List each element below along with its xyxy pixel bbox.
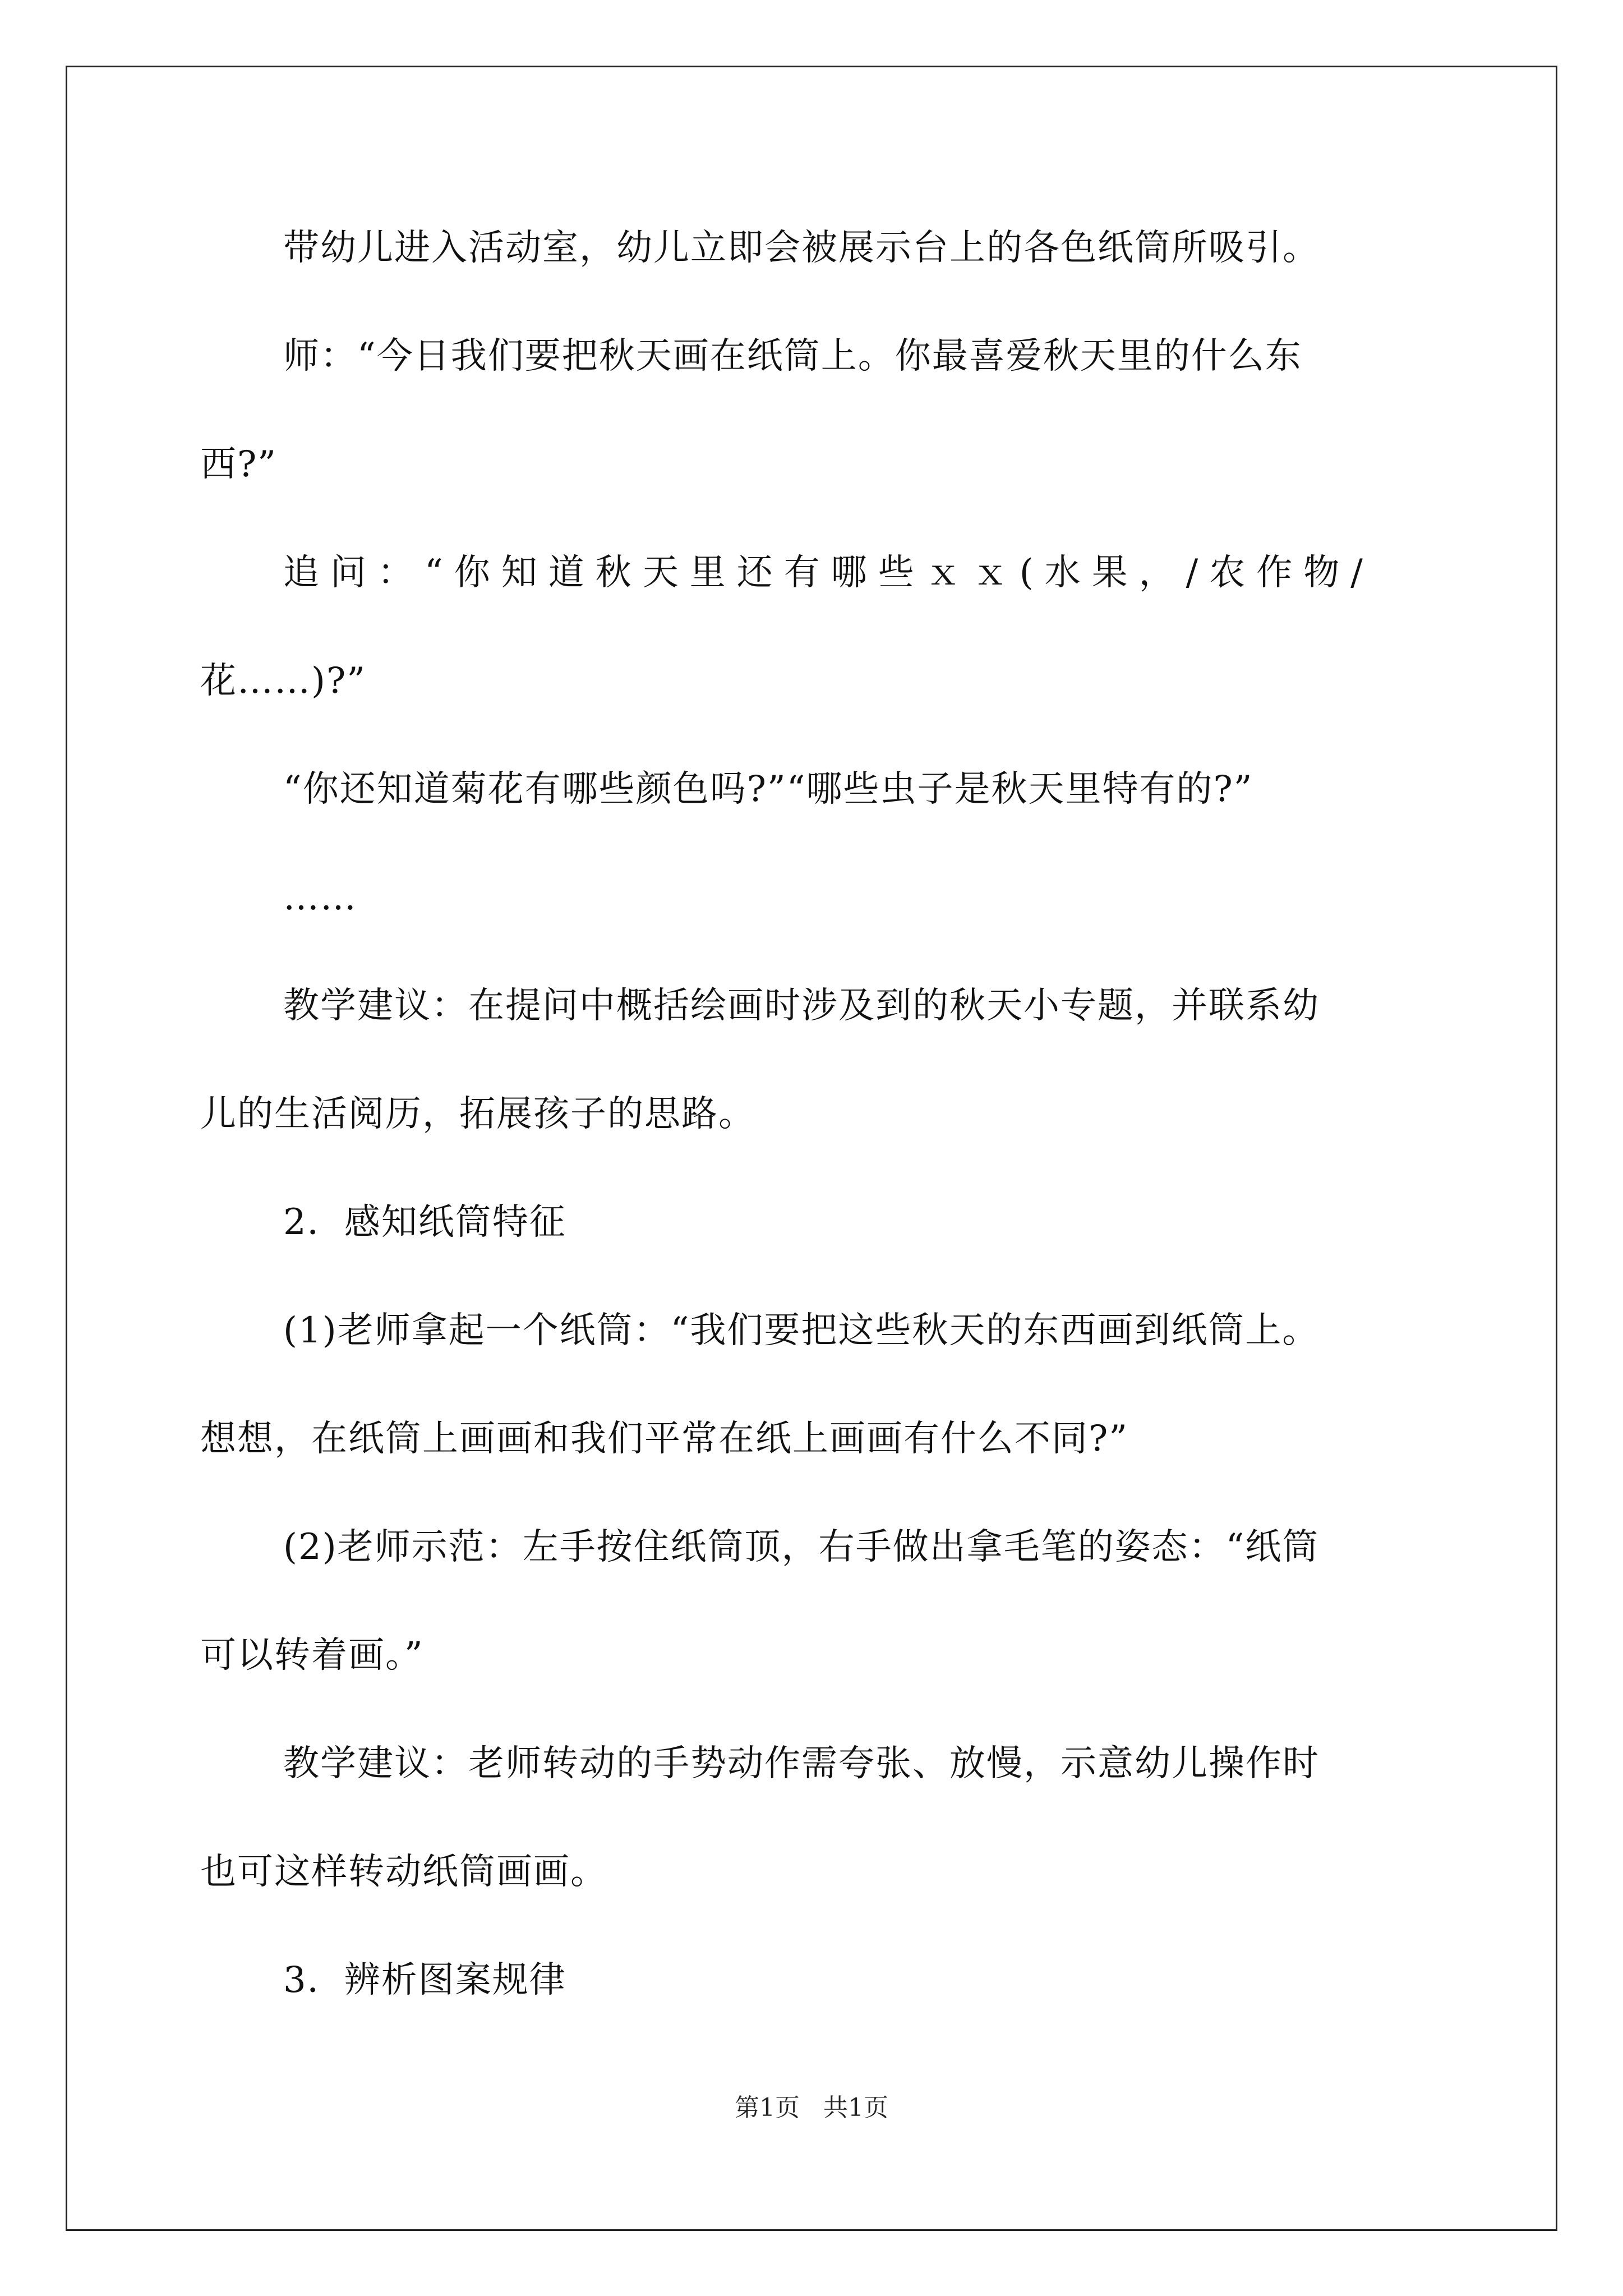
section-heading: 2．感知纸筒特征	[283, 1202, 566, 1243]
paragraph-line: 想想，在纸筒上画画和我们平常在纸上画画有什么不同?”	[200, 1418, 1129, 1460]
page-border	[66, 66, 1557, 2231]
paragraph-line: 也可这样转动纸筒画画。	[200, 1851, 607, 1893]
paragraph-line: 教学建议：在提问中概括绘画时涉及到的秋天小专题，并联系幼	[283, 985, 1320, 1027]
section-heading: 3．辨析图案规律	[283, 1959, 566, 2001]
paragraph-line: 可以转着画。”	[200, 1635, 424, 1676]
paragraph-line: (2)老师示范：左手按住纸筒顶，右手做出拿毛笔的姿态：“纸筒	[283, 1526, 1320, 1568]
page-total: 共1页	[823, 2093, 888, 2122]
paragraph-line: 带幼儿进入活动室，幼儿立即会被展示台上的各色纸筒所吸引。	[283, 227, 1320, 269]
paragraph-line: 追问：“你知道秋天里还有哪些ｘｘ(水果，/农作物/	[283, 552, 1374, 593]
paragraph-line: 花……)?”	[200, 660, 366, 702]
paragraph-line: 儿的生活阅历，拓展孩子的思路。	[200, 1093, 755, 1135]
paragraph-line: “你还知道菊花有哪些颜色吗?”“哪些虫子是秋天里特有的?”	[283, 769, 1253, 810]
page-number: 第1页	[735, 2093, 800, 2122]
page-footer	[0, 2092, 1623, 2124]
paragraph-line: (1)老师拿起一个纸筒：“我们要把这些秋天的东西画到纸筒上。	[283, 1310, 1320, 1351]
paragraph-line: 教学建议：老师转动的手势动作需夸张、放慢，示意幼儿操作时	[283, 1743, 1320, 1784]
paragraph-line: 西?”	[200, 444, 278, 485]
paragraph-line: ……	[283, 877, 357, 918]
paragraph-line: 师：“今日我们要把秋天画在纸筒上。你最喜爱秋天里的什么东	[283, 335, 1302, 377]
